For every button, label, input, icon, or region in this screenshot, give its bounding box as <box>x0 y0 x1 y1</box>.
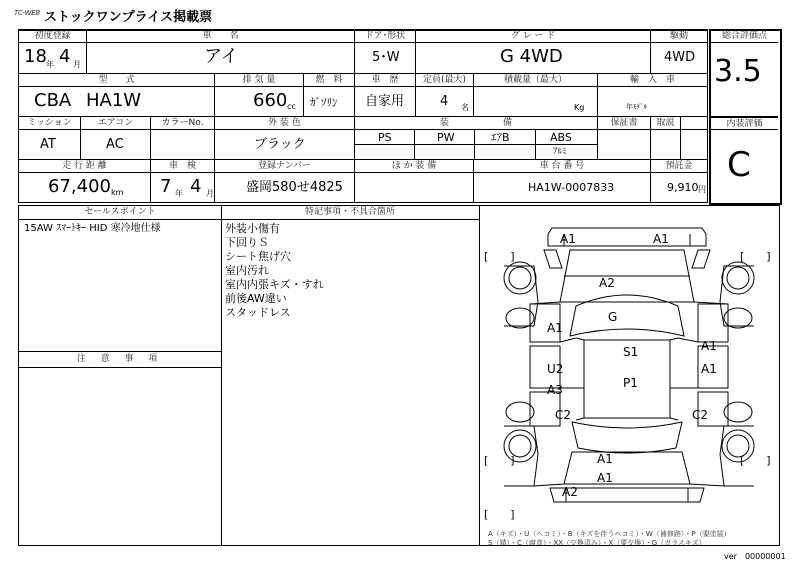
displacement-value: 660 <box>253 90 288 111</box>
form-border-left <box>18 29 19 203</box>
equipment-abs: ABS <box>550 131 572 144</box>
header-notes: 特記事項・不具合箇所 <box>304 207 395 217</box>
note-item: 外装小傷有 <box>225 222 280 235</box>
header-inspection: 車 検 <box>168 161 196 171</box>
tire-bracket: [ ] <box>740 454 771 467</box>
legend-line: S（錆）・C（腐食）・XX（交換済み）・X（要交換）・G（ガラスキズ） <box>488 539 706 547</box>
door-type-value: 5･W <box>372 50 400 65</box>
damage-mark: A1 <box>701 339 717 353</box>
note-item: 下回りＳ <box>225 236 269 249</box>
damage-mark: C2 <box>555 408 572 422</box>
header-drive: 駆動 <box>669 31 688 41</box>
form-grid-line <box>220 219 479 220</box>
grade-value: G 4WD <box>500 46 563 67</box>
damage-mark: C2 <box>692 408 709 422</box>
deposit-unit: 円 <box>698 185 706 194</box>
form-grid-line <box>474 129 475 159</box>
damage-mark: A1 <box>653 232 669 246</box>
header-history: 車 歴 <box>371 75 399 85</box>
damage-mark: S1 <box>623 345 639 359</box>
damage-mark: U2 <box>547 362 564 376</box>
form-grid-line <box>711 42 778 43</box>
mileage-value: 67,400 <box>48 176 111 197</box>
note-item: 室内内張キズ・すれ <box>225 278 324 291</box>
form-grid-line <box>414 129 415 159</box>
document-title: ストックワンプライス掲載票 <box>44 10 213 25</box>
header-load: 積載量（最大） <box>503 75 567 85</box>
form-grid-line <box>18 219 221 220</box>
sales-points-text: 15AW ｽﾏｰﾄｷｰ HID 寒冷地仕様 <box>24 223 161 234</box>
header-interior-score: 内装評価 <box>726 119 763 129</box>
header-manual: 取説 <box>656 118 675 128</box>
header-import: 輸 入 車 <box>629 75 675 85</box>
header-door-type: ドア･形状 <box>364 31 406 41</box>
import-model-year-label: 年ﾓﾃﾞﾙ <box>626 103 647 111</box>
note-item: 前後AW違い <box>225 292 287 305</box>
header-car-name: 車 名 <box>202 31 239 41</box>
header-color-no: カラーNo. <box>161 118 204 128</box>
exterior-color-value: ブラック <box>254 137 306 152</box>
header-exterior-color: 外 装 色 <box>268 118 301 128</box>
header-sales-points: セールスポイント <box>84 207 156 217</box>
tire-bracket: [ ] <box>484 508 515 521</box>
inspection-month: 4 <box>190 176 202 197</box>
inspection-year-unit: 年 <box>175 189 183 198</box>
form-grid-line <box>18 367 221 368</box>
logo: TC-WEB <box>14 9 40 17</box>
header-mission: ミッション <box>27 118 72 128</box>
equipment-ps: PS <box>378 131 392 144</box>
model-value: HA1W <box>86 90 142 111</box>
inspection-year: 7 <box>160 176 172 197</box>
plate-value: 盛岡580せ4825 <box>246 180 343 195</box>
first-reg-year: 18 <box>24 46 47 67</box>
total-score-value: 3.5 <box>714 54 762 89</box>
equipment-alloy: ｱﾙﾐ <box>553 147 567 157</box>
form-grid-line <box>354 144 597 145</box>
car-name-value: アイ <box>204 46 239 67</box>
tire-bracket: [ ] <box>740 250 771 263</box>
mileage-unit: km <box>111 188 124 197</box>
header-mileage: 走 行 距 離 <box>62 161 107 171</box>
damage-mark: A1 <box>701 362 717 376</box>
first-reg-year-unit: 年 <box>46 60 54 69</box>
header-caution: 注 意 事 項 <box>76 354 164 364</box>
form-grid-line <box>18 172 708 173</box>
header-fuel: 燃 料 <box>315 75 343 85</box>
damage-mark: P1 <box>623 376 638 390</box>
inspection-month-unit: 月 <box>206 189 214 198</box>
damage-legend <box>488 530 731 548</box>
note-item: スタッドレス <box>225 306 291 319</box>
model-prefix: CBA <box>34 90 72 111</box>
sales-caution-box <box>18 205 222 546</box>
form-grid-line <box>18 202 708 203</box>
damage-mark: A1 <box>547 321 563 335</box>
header-other-equipment: ほ か 装 備 <box>391 161 437 171</box>
note-item: 室内汚れ <box>225 264 269 277</box>
header-aircon: エアコン <box>97 118 134 128</box>
header-equipment: 装 備 <box>439 118 512 128</box>
tire-bracket: [ ] <box>484 454 515 467</box>
damage-mark: A3 <box>547 383 563 397</box>
equipment-airbag: ｴｱB <box>491 131 510 144</box>
header-deposit: 預託金 <box>665 161 693 171</box>
damage-mark: A1 <box>560 232 576 246</box>
form-grid-line <box>18 129 708 130</box>
form-grid-line <box>18 86 708 87</box>
history-value: 自家用 <box>365 94 405 109</box>
aircon-value: AC <box>106 137 124 152</box>
damage-mark: A2 <box>599 276 615 290</box>
car-diagram <box>480 206 778 526</box>
form-grid-line <box>18 42 708 43</box>
load-unit: Kg <box>574 103 585 112</box>
header-displacement: 排 気 量 <box>242 75 276 85</box>
form-grid-line <box>535 129 536 159</box>
deposit-value: 9,910 <box>667 181 699 194</box>
form-grid-line <box>680 116 681 159</box>
displacement-unit: cc <box>287 102 296 111</box>
damage-mark: G <box>608 310 618 324</box>
chassis-no-value: HA1W-0007833 <box>528 181 615 194</box>
header-first-reg: 初度登録 <box>34 31 71 41</box>
header-plate: 登録ナンバー <box>258 161 311 171</box>
capacity-unit: 名 <box>461 103 469 112</box>
damage-mark: A1 <box>597 471 613 485</box>
legend-line: A（キズ）・U（ヘコミ）・B（キズを伴うヘコミ）・W（補修跡）・P（要塗装） <box>488 530 731 538</box>
form-grid-line <box>18 351 221 352</box>
interior-score-value: C <box>727 145 751 185</box>
notes-list <box>225 222 324 320</box>
damage-mark: A1 <box>597 452 613 466</box>
header-warranty: 保証書 <box>610 118 638 128</box>
drive-value: 4WD <box>664 50 696 65</box>
header-total-score: 総合評価点 <box>721 31 767 41</box>
header-model: 型 式 <box>98 75 135 85</box>
tire-bracket: [ ] <box>484 250 515 263</box>
header-chassis-no: 車 台 番 号 <box>539 161 585 171</box>
damage-mark: A2 <box>562 485 578 499</box>
note-item: シート焦げ穴 <box>225 250 291 263</box>
equipment-pw: PW <box>437 131 455 144</box>
first-reg-month: 4 <box>59 46 71 67</box>
form-grid-line <box>707 29 708 203</box>
header-capacity: 定員(最大) <box>422 75 467 85</box>
mission-value: AT <box>40 137 56 152</box>
fuel-value: ｶﾞｿﾘﾝ <box>310 96 338 109</box>
header-grade: グ レ ー ド <box>510 31 556 41</box>
version-label: ver 00000001 <box>724 552 786 561</box>
first-reg-month-unit: 月 <box>73 60 81 69</box>
capacity-value: 4 <box>440 94 449 109</box>
